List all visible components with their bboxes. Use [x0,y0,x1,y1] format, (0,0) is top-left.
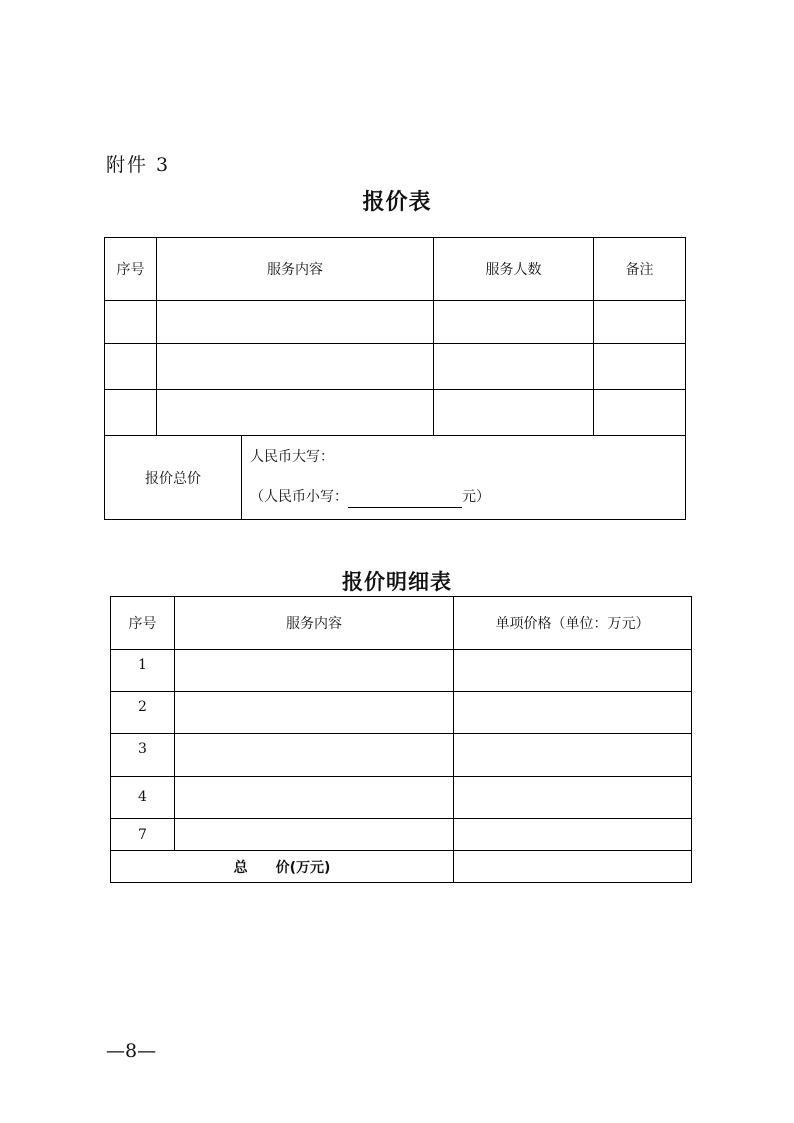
table-row [111,692,692,734]
cell-service-content[interactable] [157,301,434,344]
rmb-lower-close: 元） [462,489,490,505]
quote-total-row [105,436,686,520]
cell-service-count[interactable] [434,301,594,344]
cell-unit-price[interactable] [454,777,692,819]
table-row [105,301,686,344]
total-price-value[interactable] [454,851,692,883]
total-price-label: 报价总价 [105,436,242,520]
rmb-lower-line [250,486,685,508]
cell-service-content[interactable] [175,777,454,819]
cell-unit-price[interactable] [454,692,692,734]
cell-service-count[interactable] [434,390,594,436]
cell-service-content[interactable] [175,819,454,851]
cell-remarks[interactable] [594,390,686,436]
cell-service-content[interactable] [157,344,434,390]
row-number: 2 [111,692,175,734]
cell-index[interactable] [105,344,157,390]
quote-table-header-row [105,238,686,301]
price-detail-table [110,596,692,883]
cell-service-content[interactable] [175,734,454,777]
total-price-amount[interactable] [242,436,686,520]
cell-service-content[interactable] [175,650,454,692]
table-row [111,734,692,777]
cell-unit-price[interactable] [454,819,692,851]
table-row [105,344,686,390]
row-number: 7 [111,819,175,851]
detail-total-row [111,851,692,883]
cell-remarks[interactable] [594,301,686,344]
detail-table-header-row [111,597,692,650]
cell-remarks[interactable] [594,344,686,390]
header-service-content: 服务内容 [175,597,454,650]
rmb-lower-blank[interactable] [348,493,462,508]
page-number: —8— [106,1040,157,1062]
cell-index[interactable] [105,301,157,344]
cell-unit-price[interactable] [454,650,692,692]
table-row [105,390,686,436]
cell-service-content[interactable] [175,692,454,734]
header-unit-price: 单项价格（单位：万元） [454,597,692,650]
table-row [111,777,692,819]
header-service-count: 服务人数 [434,238,594,301]
header-index: 序号 [105,238,157,301]
rmb-upper-label: 人民币大写： [250,449,334,465]
row-number: 1 [111,650,175,692]
table-row [111,650,692,692]
price-detail-table-title: 报价明细表 [342,570,452,594]
row-number: 4 [111,777,175,819]
header-remarks: 备注 [594,238,686,301]
cell-service-count[interactable] [434,344,594,390]
total-price-label: 总 价(万元) [111,851,454,883]
row-number: 3 [111,734,175,777]
cell-service-content[interactable] [157,390,434,436]
cell-index[interactable] [105,390,157,436]
rmb-lower-open: （人民币小写： [250,489,348,505]
attachment-label: 附件 3 [106,154,171,176]
quote-table-title: 报价表 [362,190,432,215]
cell-unit-price[interactable] [454,734,692,777]
header-index: 序号 [111,597,175,650]
header-service-content: 服务内容 [157,238,434,301]
quote-table [104,237,686,520]
table-row [111,819,692,851]
